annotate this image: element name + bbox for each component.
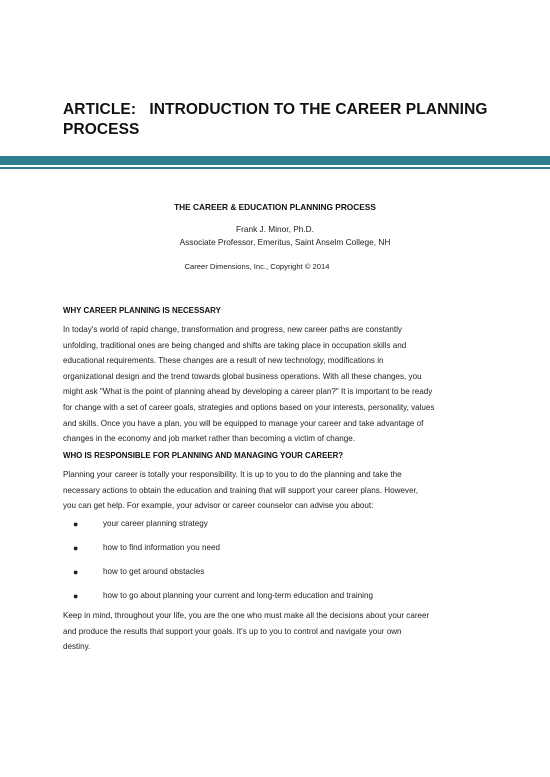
list-item: ● how to find information you need [73,543,220,553]
paragraph-line: and skills. Once you have a plan, you will be equipped to manage your career and take advantage of [63,418,424,428]
paragraph-line: necessary actions to obtain the education and training that will support your career plans. However, [63,485,418,495]
bullet-icon: ● [73,543,79,553]
paragraph-line: educational requirements. These changes are a result of new technology, modifications in [63,356,384,366]
paragraph-line: In today's world of rapid change, transformation and progress, new career paths are constantly [63,325,402,334]
document-heading: THE CAREER & EDUCATION PLANNING PROCESS [174,202,376,212]
article-title-line-1: ARTICLE: INTRODUCTION TO THE CAREER PLANNING [63,101,488,118]
bullet-icon: ● [73,519,79,529]
paragraph-line: changes in the economy and job market rather than becoming a victim of change. [63,434,355,444]
section-heading-why: WHY CAREER PLANNING IS NECESSARY [63,306,221,315]
paragraph-line: organizational design and the trend towards global business operations. With all these changes, you [63,371,422,381]
list-item: ● your career planning strategy [73,519,208,529]
paragraph-line: you can get help. For example, your advisor or career counselor can advise you about: [63,501,374,511]
author-name: Frank J. Minor, Ph.D. [236,224,314,234]
paragraph-line: unfolding, traditional ones are being changed and shifts are taking place in occupation skills and [63,340,407,350]
list-item: ● how to get around obstacles [73,567,205,577]
advice-bullet-list [63,518,493,614]
header-rule-thick [0,156,550,165]
bullet-icon: ● [73,591,79,601]
paragraph-why [63,322,493,447]
paragraph-line: Keep in mind, throughout your life, you are the one who must make all the decisions about your career [63,611,430,620]
paragraph-line: destiny. [63,642,91,652]
header-rule-thin [0,167,550,169]
list-item: ● how to go about planning your current and long-term education and training [73,591,373,601]
paragraph-line: might ask "What is the point of planning ahead by developing a career plan?" It is important to be ready [63,387,433,397]
author-affiliation: Associate Professor, Emeritus, Saint Anselm College, NH [179,237,391,247]
paragraph-who [63,467,493,514]
paragraph-line: and produce the results that support your goals. It's up to you to control and navigate your own [63,626,402,636]
paragraph-closing [63,608,493,655]
bullet-icon: ● [73,567,79,577]
article-title-line-2: PROCESS [63,121,140,138]
paragraph-line: for change with a set of career goals, strategies and options based on your interests, personality, values [63,402,435,412]
copyright-notice: Career Dimensions, Inc., Copyright © 2014 [184,262,330,271]
article-title [63,100,503,140]
paragraph-line: Planning your career is totally your responsibility. It is up to you to do the planning and take the [63,470,402,479]
section-heading-who: WHO IS RESPONSIBLE FOR PLANNING AND MANAGING YOUR CAREER? [63,451,344,460]
